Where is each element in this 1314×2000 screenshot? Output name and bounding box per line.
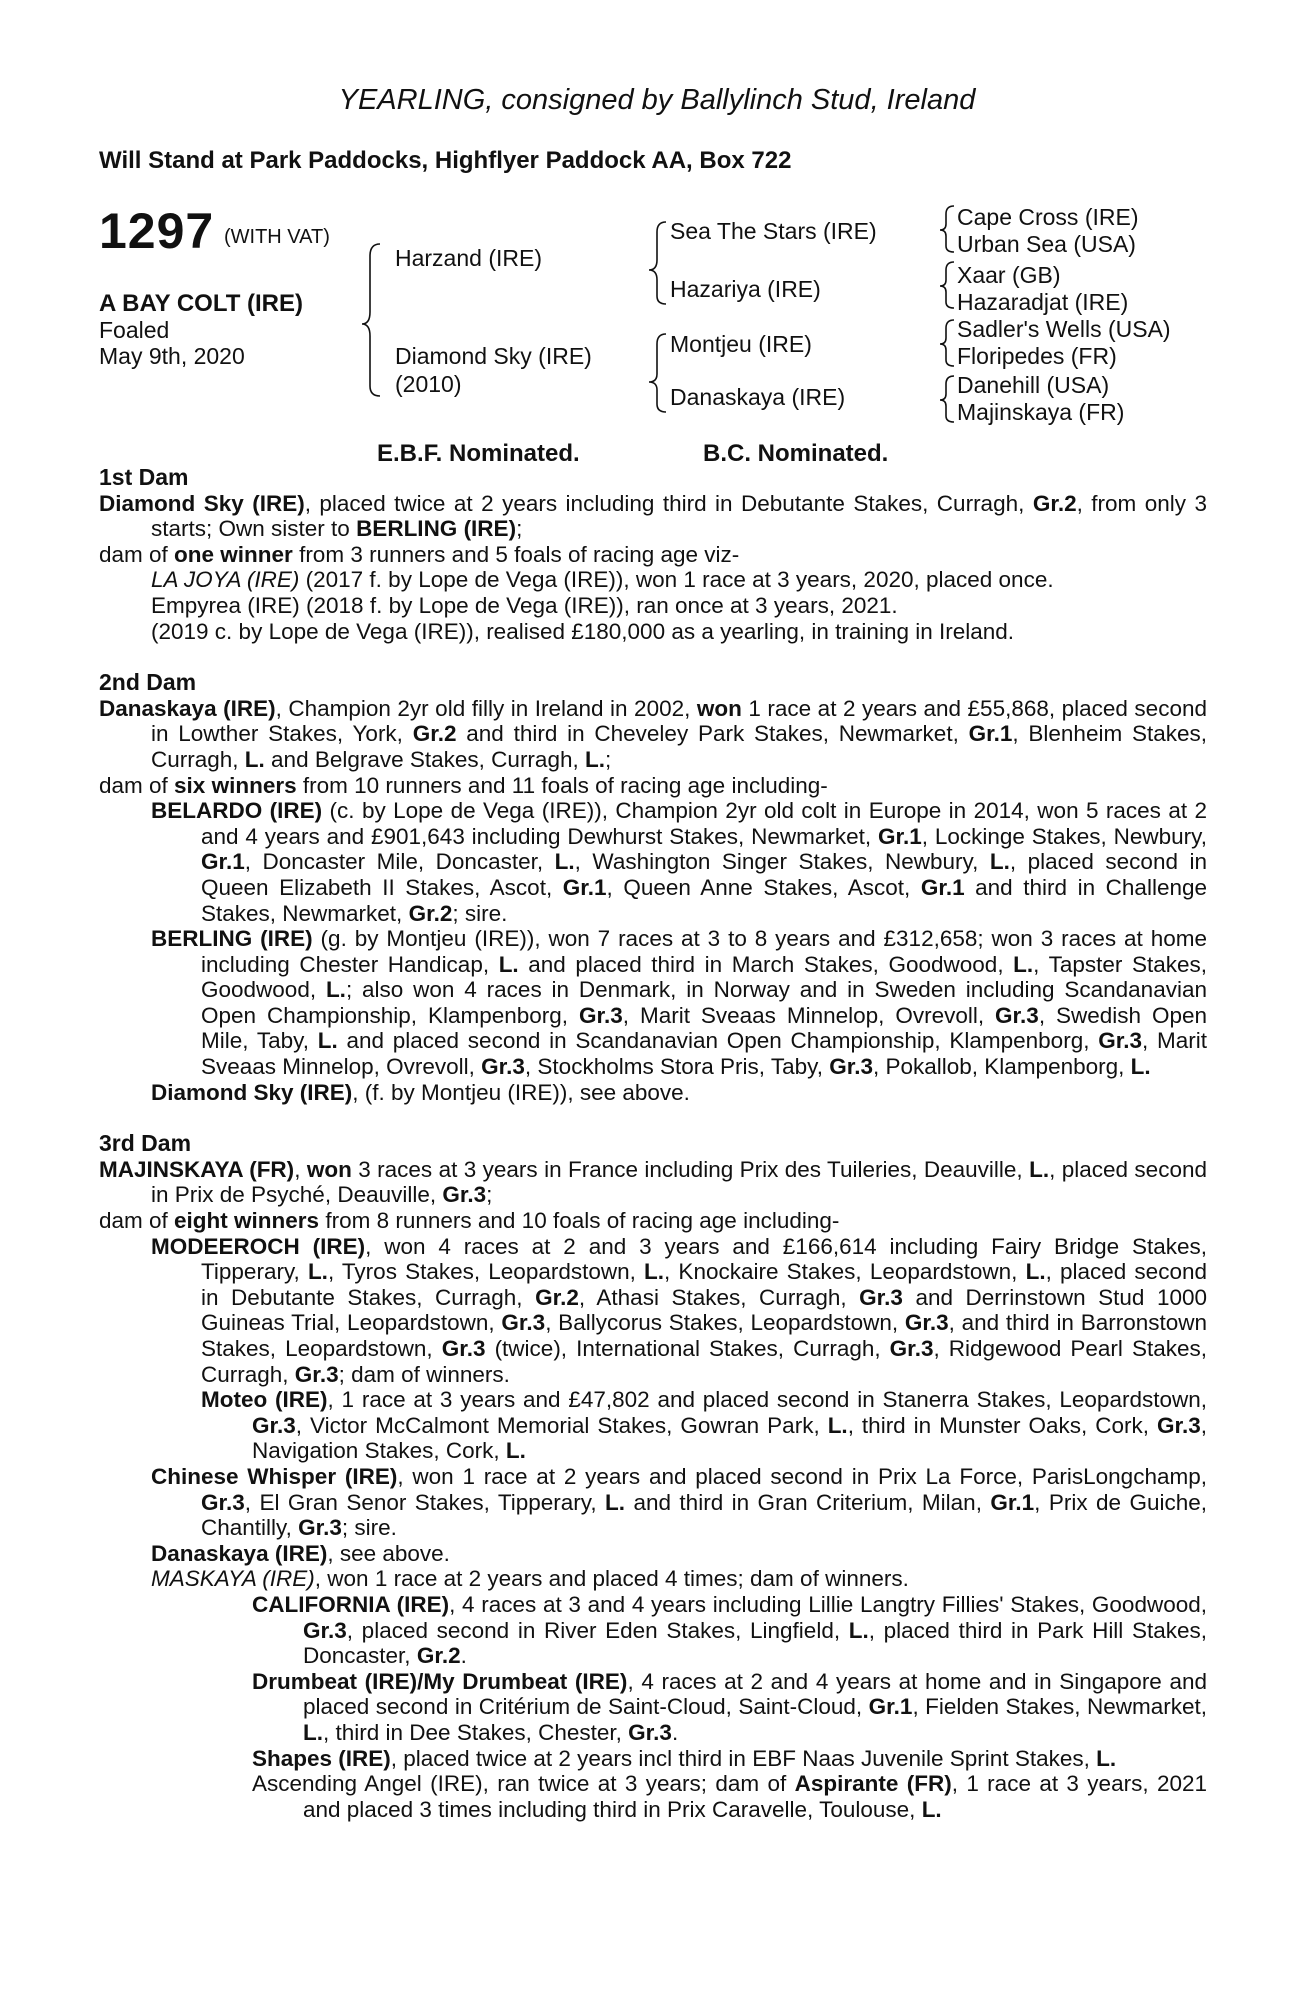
entry-paragraph (99, 696, 1207, 773)
pedigree-dam-sire: Montjeu (IRE) (670, 331, 812, 357)
text-run: , (294, 1156, 307, 1182)
bold-run: Chinese Whisper (IRE) (151, 1463, 398, 1489)
text-run: , Ballycorus Stakes, Leopardstown, (545, 1310, 905, 1336)
bold-run: L. (605, 1489, 626, 1515)
first-dam-heading: 1st Dam (99, 464, 189, 490)
text-run: and placed second in Scandanavian Open Championship, Klampenborg, (337, 1028, 1099, 1054)
bold-run: L. (307, 1259, 328, 1285)
bold-run: Gr.1 (201, 849, 245, 875)
pedigree-gen3-1: Cape Cross (IRE) (957, 204, 1139, 230)
text-run: , Tapster Stakes, Goodwood, (201, 951, 1207, 1003)
pedigree-gen3-5: Sadler's Wells (USA) (957, 316, 1171, 342)
bold-run: one winner (174, 541, 293, 567)
bold-run: L. (325, 977, 346, 1003)
text-run: ; sire. (452, 900, 508, 926)
bold-run: L. (848, 1617, 869, 1643)
text-run: ; (486, 1182, 493, 1208)
bold-run: Shapes (IRE) (252, 1745, 391, 1771)
bold-run: Gr.3 (201, 1489, 245, 1515)
bold-run: Gr.1 (868, 1694, 913, 1720)
text-run: , placed second in Queen Elizabeth II Stakes, Ascot, (201, 849, 1207, 900)
pedigree-gen3-3: Xaar (GB) (957, 262, 1061, 288)
text-run: , Washington Singer Stakes, Newbury, (574, 849, 990, 875)
text-run: ; (516, 516, 523, 542)
text-run: , 4 races at 2 and 4 years at home and in Singapore and placed second in Critérium de Saint-Cloud, Saint-Cloud, (303, 1668, 1207, 1720)
text-run: , third in Dee Stakes, Chester, (323, 1719, 629, 1745)
entry-paragraph (99, 1592, 1207, 1669)
entry-paragraph (99, 593, 1207, 619)
entry-paragraph (99, 1234, 1207, 1388)
text-run: , Marit Sveaas Minnelop, Ovrevoll, (622, 1002, 996, 1028)
bold-run: Gr.1 (968, 721, 1013, 747)
italic-run: LA JOYA (IRE) (151, 567, 300, 593)
text-run: . (460, 1643, 467, 1669)
bold-run: L. (644, 1259, 665, 1285)
text-run: and placed third in March Stakes, Goodwood, (518, 951, 1014, 977)
pedigree-gen3-6: Floripedes (FR) (957, 343, 1117, 369)
entry-paragraph (99, 1080, 1207, 1106)
text-run: from 10 runners and 11 foals of racing age including- (296, 772, 828, 798)
ebf-nomination: E.B.F. Nominated. (377, 440, 580, 467)
vat-note: (WITH VAT) (224, 226, 330, 248)
text-run: , placed second in Prix de Psyché, Deauville, (151, 1156, 1207, 1208)
pedigree-sire: Harzand (IRE) (395, 245, 542, 271)
bold-run: Diamond Sky (IRE) (99, 490, 305, 516)
entry-paragraph (99, 1771, 1207, 1822)
lot-number: 1297 (99, 203, 215, 259)
text-run: , placed twice at 2 years incl third in EBF Naas Juvenile Sprint Stakes, (390, 1745, 1097, 1771)
bold-run: Gr.3 (829, 1054, 873, 1080)
entry-paragraph (99, 1208, 1207, 1234)
text-run: (c. by Lope de Vega (IRE)), Champion 2yr old colt in Europe in 2014, won 5 races at 2 and 4 years and £901,643 including Dewhurst Stakes, Newmarket, (201, 798, 1207, 849)
text-run: , third in Munster Oaks, Cork, (847, 1412, 1157, 1438)
text-run: , Knockaire Stakes, Leopardstown, (664, 1259, 1026, 1285)
bold-run: Gr.3 (303, 1617, 347, 1643)
entry-paragraph (99, 1387, 1207, 1464)
bold-run: Gr.2 (1032, 490, 1077, 516)
bold-run: Gr.3 (294, 1361, 339, 1387)
bold-run: BELARDO (IRE) (151, 798, 323, 824)
text-run: , Pokallob, Klampenborg, (872, 1054, 1131, 1080)
bold-run: Gr.3 (481, 1054, 525, 1080)
consignment-line: YEARLING, consigned by Ballylinch Stud, Ireland (338, 84, 976, 116)
bold-run: Diamond Sky (IRE) (151, 1079, 353, 1105)
bold-run: Gr.1 (877, 823, 922, 849)
text-run: , placed twice at 2 years including third in Debutante Stakes, Curragh, (304, 490, 1033, 516)
text-run: (twice), International Stakes, Curragh, (485, 1336, 890, 1361)
italic-run: MASKAYA (IRE) (151, 1566, 315, 1592)
text-run: ; also won 4 races in Denmark, in Norway and in Sweden including Scandanavian Open Championship, Klampenborg, (201, 977, 1207, 1028)
bold-run: Danaskaya (IRE) (99, 695, 276, 721)
second-dam-body (99, 696, 1207, 1106)
text-run: , El Gran Senor Stakes, Tipperary, (244, 1489, 606, 1515)
text-run: from 8 runners and 10 foals of racing age including- (319, 1208, 840, 1234)
text-run: and Belgrave Stakes, Curragh, (264, 746, 585, 772)
pedigree-dam-dam: Danaskaya (IRE) (670, 384, 846, 410)
third-dam-heading: 3rd Dam (99, 1130, 192, 1157)
entry-paragraph (99, 798, 1207, 926)
bold-run: L. (505, 1438, 526, 1464)
text-run: and Derrinstown Stud 1000 Guineas Trial, Leopardstown, (201, 1284, 1207, 1336)
text-run: , placed third in Park Hill Stakes, Doncaster, (303, 1617, 1207, 1669)
entry-paragraph (99, 1669, 1207, 1746)
text-run: , 1 race at 3 years, 2021 and placed 3 times including third in Prix Caravelle, Toulouse, (303, 1771, 1207, 1822)
entry-paragraph (99, 1566, 1207, 1592)
text-run: , Prix de Guiche, Chantilly, (201, 1489, 1207, 1541)
bold-run: Gr.3 (579, 1002, 623, 1028)
text-run: dam of (99, 541, 175, 567)
bold-run: Gr.2 (412, 721, 457, 747)
bold-run: Gr.3 (859, 1284, 903, 1310)
bc-nomination: B.C. Nominated. (703, 440, 889, 467)
bold-run: Gr.3 (441, 1336, 486, 1361)
text-run: ; (604, 746, 612, 772)
bold-run: Gr.3 (442, 1182, 487, 1208)
bold-run: L. (1025, 1259, 1046, 1285)
text-run: , 1 race at 3 years and £47,802 and placed second in Stanerra Stakes, Leopardstown, (327, 1387, 1207, 1413)
text-run: , Queen Anne Stakes, Ascot, (606, 874, 921, 900)
bold-run: Gr.3 (298, 1515, 342, 1541)
bold-run: eight winners (174, 1208, 320, 1234)
bold-run: Gr.1 (990, 1489, 1035, 1515)
entry-paragraph (99, 619, 1207, 645)
text-run: . (671, 1719, 679, 1745)
stand-location: Will Stand at Park Paddocks, Highflyer Paddock AA, Box 722 (99, 147, 792, 174)
text-run: ; dam of winners. (338, 1361, 510, 1387)
foaled-label: Foaled (99, 317, 170, 343)
text-run: (g. by Montjeu (IRE)), won 7 races at 3 to 8 years and £312,658; won 3 races at home including Chester Handicap, (201, 926, 1207, 977)
bold-run: L. (827, 1412, 848, 1438)
text-run: Empyrea (IRE) (2018 f. by Lope de Vega (IRE)), ran once at 3 years, 2021. (151, 592, 898, 618)
entry-paragraph (99, 926, 1207, 1080)
entry-paragraph (99, 1157, 1207, 1208)
entry-paragraph (99, 542, 1207, 568)
pedigree-gen3-8: Majinskaya (FR) (957, 399, 1125, 425)
text-run: , Champion 2yr old filly in Ireland in 2002, (275, 695, 697, 721)
text-run: , see above. (327, 1540, 450, 1566)
text-run: , 4 races at 3 and 4 years including Lillie Langtry Fillies' Stakes, Goodwood, (449, 1591, 1207, 1617)
bold-run: MODEEROCH (IRE) (151, 1233, 366, 1259)
text-run: and third in Challenge Stakes, Newmarket, (201, 874, 1208, 926)
bold-run: Gr.3 (628, 1719, 672, 1745)
bold-run: L. (244, 746, 265, 772)
bold-run: Gr.3 (1098, 1028, 1142, 1054)
bold-run: L. (1096, 1745, 1117, 1771)
text-run: , Victor McCalmont Memorial Stakes, Gowran Park, (295, 1412, 828, 1438)
foaled-date: May 9th, 2020 (99, 343, 245, 369)
bold-run: L. (584, 746, 605, 772)
bold-run: Gr.3 (889, 1336, 934, 1361)
bold-run: L. (989, 849, 1010, 875)
text-run: ; sire. (341, 1515, 397, 1541)
bold-run: won (696, 695, 742, 721)
lot-description: A BAY COLT (IRE) (99, 290, 304, 317)
text-run: dam of (99, 1208, 175, 1234)
bold-run: L. (303, 1719, 323, 1745)
bold-run: six winners (174, 772, 297, 798)
bold-run: Gr.1 (920, 874, 965, 900)
second-dam-heading: 2nd Dam (99, 669, 197, 696)
bold-run: L. (317, 1028, 338, 1054)
entry-paragraph (99, 491, 1207, 542)
pedigree-gen3-4: Hazaradjat (IRE) (957, 289, 1129, 315)
bold-run: MAJINSKAYA (FR) (99, 1156, 295, 1182)
text-run: from 3 runners and 5 foals of racing age viz- (292, 541, 740, 567)
text-run: and third in Cheveley Park Stakes, Newmarket, (456, 721, 969, 747)
text-run: , and third in Barronstown Stakes, Leopardstown, (201, 1310, 1208, 1361)
entry-paragraph (99, 567, 1207, 593)
text-run: , Stockholms Stora Pris, Taby, (524, 1054, 830, 1080)
text-run: Ascending Angel (IRE), ran twice at 3 years; dam of (252, 1771, 795, 1797)
bold-run: BERLING (IRE) (356, 516, 517, 542)
text-run: , Athasi Stakes, Curragh, (578, 1284, 860, 1310)
bold-run: Gr.3 (995, 1002, 1039, 1028)
entry-paragraph (99, 1464, 1207, 1541)
bold-run: Danaskaya (IRE) (151, 1540, 328, 1566)
first-dam-body (99, 491, 1207, 645)
pedigree-dam: Diamond Sky (IRE) (395, 343, 592, 369)
text-run: and third in Gran Criterium, Milan, (625, 1489, 991, 1515)
text-run: , (f. by Montjeu (IRE)), see above. (352, 1079, 690, 1105)
text-run: , placed second in Debutante Stakes, Curragh, (201, 1259, 1207, 1310)
bold-run: BERLING (IRE) (151, 926, 313, 952)
bold-run: L. (921, 1796, 942, 1822)
text-run: , from only 3 starts; Own sister to (151, 490, 1208, 542)
text-run: (2019 c. by Lope de Vega (IRE)), realised £180,000 as a yearling, in training in Ireland. (151, 618, 1015, 644)
text-run: (2017 f. by Lope de Vega (IRE)), won 1 race at 3 years, 2020, placed once. (299, 567, 1054, 593)
bold-run: L. (554, 849, 575, 875)
bold-run: Aspirante (FR) (794, 1771, 952, 1797)
text-run: , won 1 race at 2 years and placed 4 times; dam of winners. (314, 1566, 909, 1592)
entry-paragraph (99, 1541, 1207, 1567)
text-run: , Fielden Stakes, Newmarket, (912, 1694, 1207, 1720)
text-run: , Blenheim Stakes, Curragh, (151, 721, 1207, 772)
text-run: , Lockinge Stakes, Newbury, (921, 823, 1207, 849)
text-run: , placed second in River Eden Stakes, Lingfield, (346, 1617, 849, 1643)
bold-run: CALIFORNIA (IRE) (252, 1591, 450, 1617)
bold-run: Gr.2 (408, 900, 453, 926)
entry-paragraph (99, 773, 1207, 799)
pedigree-gen3-2: Urban Sea (USA) (957, 231, 1136, 257)
text-run: , won 4 races at 2 and 3 years and £166,614 including Fairy Bridge Stakes, Tipperary, (201, 1233, 1208, 1285)
bold-run: L. (1130, 1054, 1151, 1080)
bold-run: Drumbeat (IRE)/My Drumbeat (IRE) (252, 1668, 628, 1694)
bold-run: won (306, 1156, 352, 1182)
text-run: , Navigation Stakes, Cork, (252, 1412, 1207, 1464)
bold-run: L. (498, 951, 519, 977)
text-run: 1 race at 2 years and £55,868, placed second in Lowther Stakes, York, (151, 695, 1207, 747)
catalogue-text (99, 465, 1207, 1822)
text-run: , Tyros Stakes, Leopardstown, (327, 1259, 645, 1285)
bold-run: Gr.1 (562, 874, 607, 900)
bold-run: Gr.3 (252, 1412, 296, 1438)
text-run: dam of (99, 772, 175, 798)
third-dam-body (99, 1157, 1207, 1822)
bold-run: L. (1029, 1156, 1050, 1182)
text-run: , Marit Sveaas Minnelop, Ovrevoll, (201, 1028, 1207, 1080)
pedigree-gen3-7: Danehill (USA) (957, 372, 1110, 398)
bold-run: Gr.3 (1156, 1412, 1201, 1438)
bold-run: Moteo (IRE) (201, 1387, 328, 1413)
bold-run: L. (1013, 951, 1034, 977)
pedigree-sire-sire: Sea The Stars (IRE) (670, 218, 877, 244)
bold-run: Gr.3 (904, 1310, 949, 1336)
bold-run: Gr.2 (535, 1284, 579, 1310)
bold-run: Gr.2 (416, 1643, 461, 1669)
text-run: , won 1 race at 2 years and placed second in Prix La Force, ParisLongchamp, (397, 1463, 1207, 1489)
entry-paragraph (99, 1746, 1207, 1772)
bold-run: Gr.3 (501, 1310, 546, 1336)
pedigree-dam-year: (2010) (395, 371, 462, 397)
text-run: , Doncaster Mile, Doncaster, (244, 849, 555, 875)
text-run: , Swedish Open Mile, Taby, (201, 1002, 1207, 1054)
text-run: , Ridgewood Pearl Stakes, Curragh, (201, 1336, 1207, 1387)
text-run: 3 races at 3 years in France including Prix des Tuileries, Deauville, (351, 1156, 1030, 1182)
pedigree-sire-dam: Hazariya (IRE) (670, 276, 821, 302)
